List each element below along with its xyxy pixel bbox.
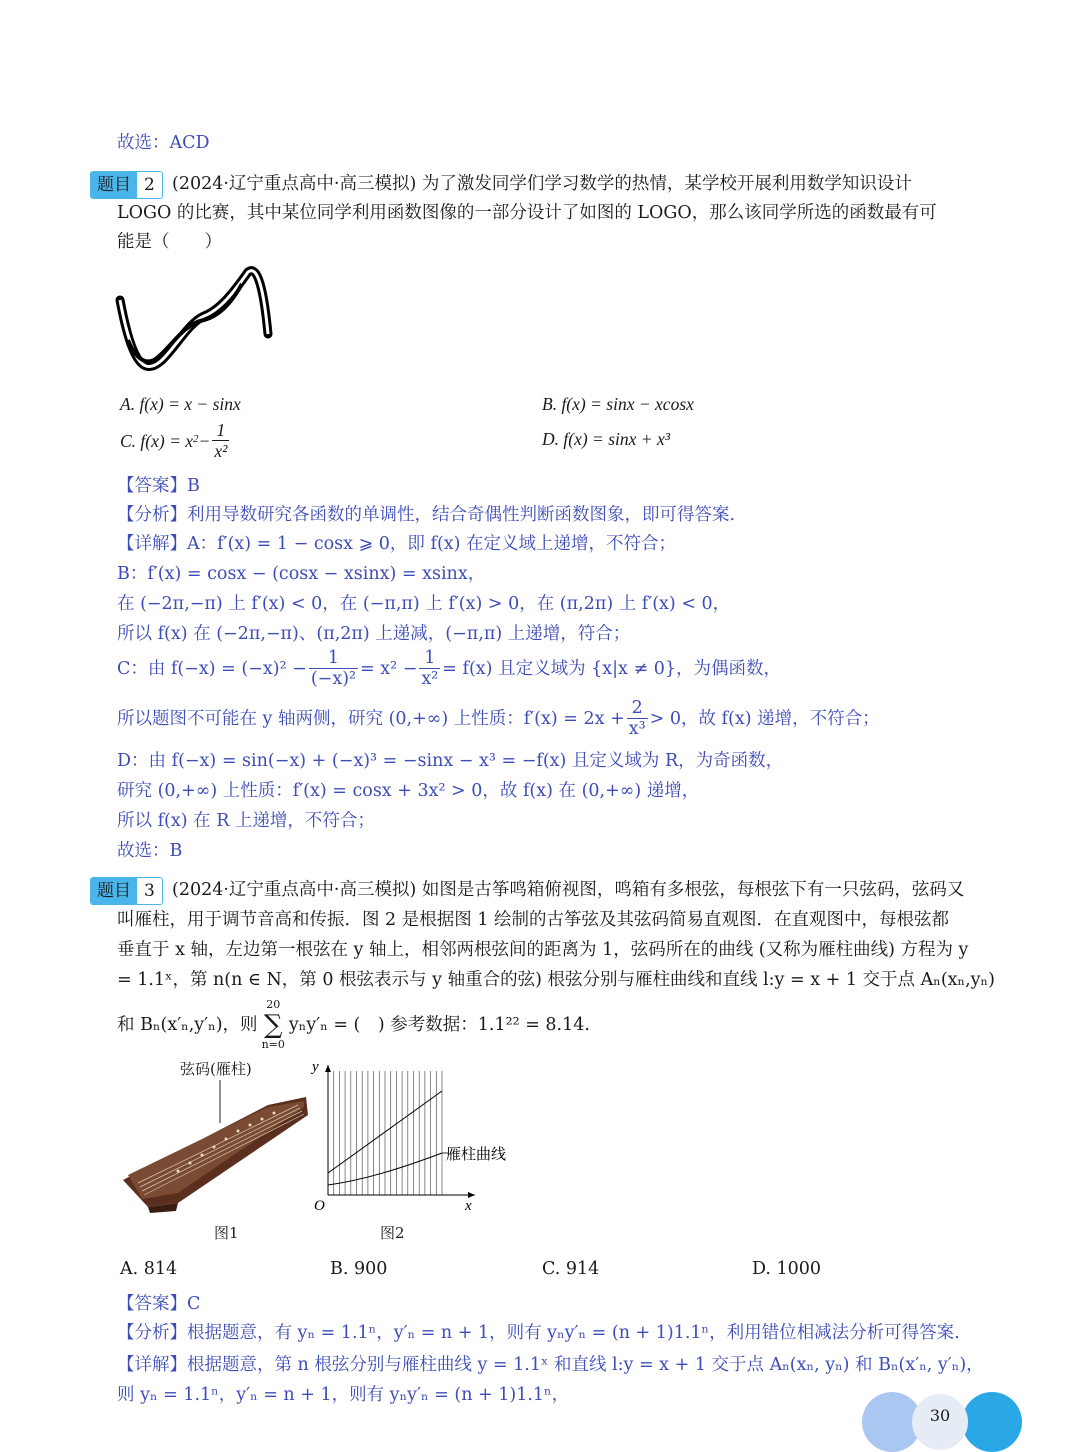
q2-line-2: LOGO 的比赛，其中某位同学利用函数图像的一部分设计了如图的 LOGO，那么该同学所选的函数最有可	[117, 203, 937, 223]
page-circle-right	[962, 1392, 1022, 1452]
q3-line-5: 和 Bₙ(x′ₙ,y′ₙ)，则 20 ∑ n=0 yₙy′ₙ = ( ) 参考数据：1.1²² = 8.14.	[117, 998, 590, 1051]
q3-line-1: (2024·辽宁重点高中·高三模拟) 如图是古筝鸣箱俯视图，鸣箱有多根弦，每根弦下有一只弦码，弦码又	[172, 880, 965, 900]
page-number: 30	[912, 1394, 968, 1450]
q2-line-1: (2024·辽宁重点高中·高三模拟) 为了激发同学们学习数学的热情，某学校开展利用数学知识设计	[172, 174, 912, 194]
q2-answer: 【答案】B	[117, 476, 200, 496]
q3-option-a: A. 814	[120, 1259, 178, 1279]
prev-conclusion: 故选：ACD	[117, 133, 210, 153]
fig1-label: 弦码(雁柱)	[180, 1060, 252, 1078]
q2-option-d: D. f(x) = sinx + x³	[542, 429, 670, 449]
q3-line-3: 垂直于 x 轴，左边第一根弦在 y 轴上，相邻两根弦间的距离为 1，弦码所在的曲线 (又称为雁柱曲线) 方程为 y	[117, 940, 969, 960]
q2-detail-2: B：f′(x) = cosx − (cosx − xsinx) = xsinx，	[117, 564, 486, 584]
q3-line-4: = 1.1ˣ，第 n(n ∈ N，第 0 根弦表示与 y 轴重合的弦) 根弦分别与雁柱曲线和直线 l:y = x + 1 交于点 Aₙ(xₙ,yₙ)	[117, 970, 995, 990]
q2-option-b: B. f(x) = sinx − xcosx	[542, 394, 694, 414]
origin-label: O	[314, 1198, 325, 1214]
question-tag-3	[90, 877, 163, 905]
q3-analysis: 【分析】根据题意，有 yₙ = 1.1ⁿ，y′ₙ = n + 1，则有 yₙy′ₙ = (n + 1)1.1ⁿ，利用错位相减法分析可得答案.	[117, 1323, 960, 1343]
logo-figure	[112, 262, 277, 377]
q2-option-c: C. f(x) = x 2 − $\frac{1}{\text{x²}}$	[120, 420, 228, 461]
q3-detail-2: 则 yₙ = 1.1ⁿ，y′ₙ = n + 1，则有 yₙy′ₙ = (n + 1)1.1ⁿ，	[117, 1385, 570, 1405]
q2-detail-7: D：由 f(−x) = sin(−x) + (−x)³ = −sinx − x³ = −f(x) 且定义域为 R，为奇函数，	[117, 751, 784, 771]
x-label: x	[465, 1198, 472, 1214]
q2-line-3: 能是（ ）	[117, 232, 222, 252]
q2-detail-8: 研究 (0,+∞) 上性质：f′(x) = cosx + 3x² > 0，故 f(x) 在 (0,+∞) 递增，	[117, 781, 700, 801]
q3-detail-1: 【详解】根据题意，第 n 根弦分别与雁柱曲线 y = 1.1ˣ 和直线 l:y = x + 1 交于点 Aₙ(xₙ, yₙ) 和 Bₙ(x′ₙ, y′ₙ)，	[117, 1355, 984, 1375]
q3-option-d: D. 1000	[752, 1259, 822, 1279]
q2-option-a: A. f(x) = x − sinx	[120, 394, 241, 414]
q2-detail-9: 所以 f(x) 在 R 上递增，不符合；	[117, 811, 375, 831]
q3-option-b: B. 900	[330, 1259, 388, 1279]
q2-conclusion: 故选：B	[117, 841, 183, 861]
question-tag-2	[90, 171, 163, 199]
q2-detail-6: 所以题图不可能在 y 轴两侧，研究 (0,+∞) 上性质：f′(x) = 2x + $\frac{2}{\text{x³}}$ > 0，故 f(x) 递增，不符合；	[117, 698, 880, 739]
fig2-caption: 图2	[380, 1224, 405, 1242]
q2-detail-4: 所以 f(x) 在 (−2π,−π)、(π,2π) 上递减，(−π,π) 上递增，符合；	[117, 624, 631, 644]
q3-answer: 【答案】C	[117, 1294, 201, 1314]
q2-analysis: 【分析】利用导数研究各函数的单调性，结合奇偶性判断函数图象，即可得答案.	[117, 505, 736, 525]
q2-detail-3: 在 (−2π,−π) 上 f′(x) < 0，在 (−π,π) 上 f′(x) > 0，在 (π,2π) 上 f′(x) < 0，	[117, 594, 731, 614]
fig1-caption: 图1	[214, 1224, 239, 1242]
q3-line-2: 叫雁柱，用于调节音高和传振．图 2 是根据图 1 绘制的古筝弦及其弦码简易直观图．在直观图中，每根弦都	[117, 910, 950, 930]
y-label: y	[312, 1059, 319, 1075]
q3-option-c: C. 914	[542, 1259, 600, 1279]
string-diagram	[300, 1055, 520, 1220]
tag-number: 2	[137, 172, 162, 198]
tag-label: 题目	[91, 878, 137, 904]
q2-detail-1: 【详解】A：f′(x) = 1 − cosx ⩾ 0，即 f(x) 在定义域上递增，不符合；	[117, 534, 677, 554]
guzheng-image	[118, 1075, 313, 1215]
q2-detail-5: C：由 f(−x) = (−x)² − $\frac{1}{\text{(−x)²}}$ = x² − $\frac{1}{\text{x²}}$ = f(x) 且定义域为 {x|x ≠ 0}，为偶函数，	[117, 648, 781, 689]
tag-number: 3	[137, 878, 162, 904]
curve-label: 雁柱曲线	[446, 1145, 507, 1163]
tag-label: 题目	[91, 172, 137, 198]
